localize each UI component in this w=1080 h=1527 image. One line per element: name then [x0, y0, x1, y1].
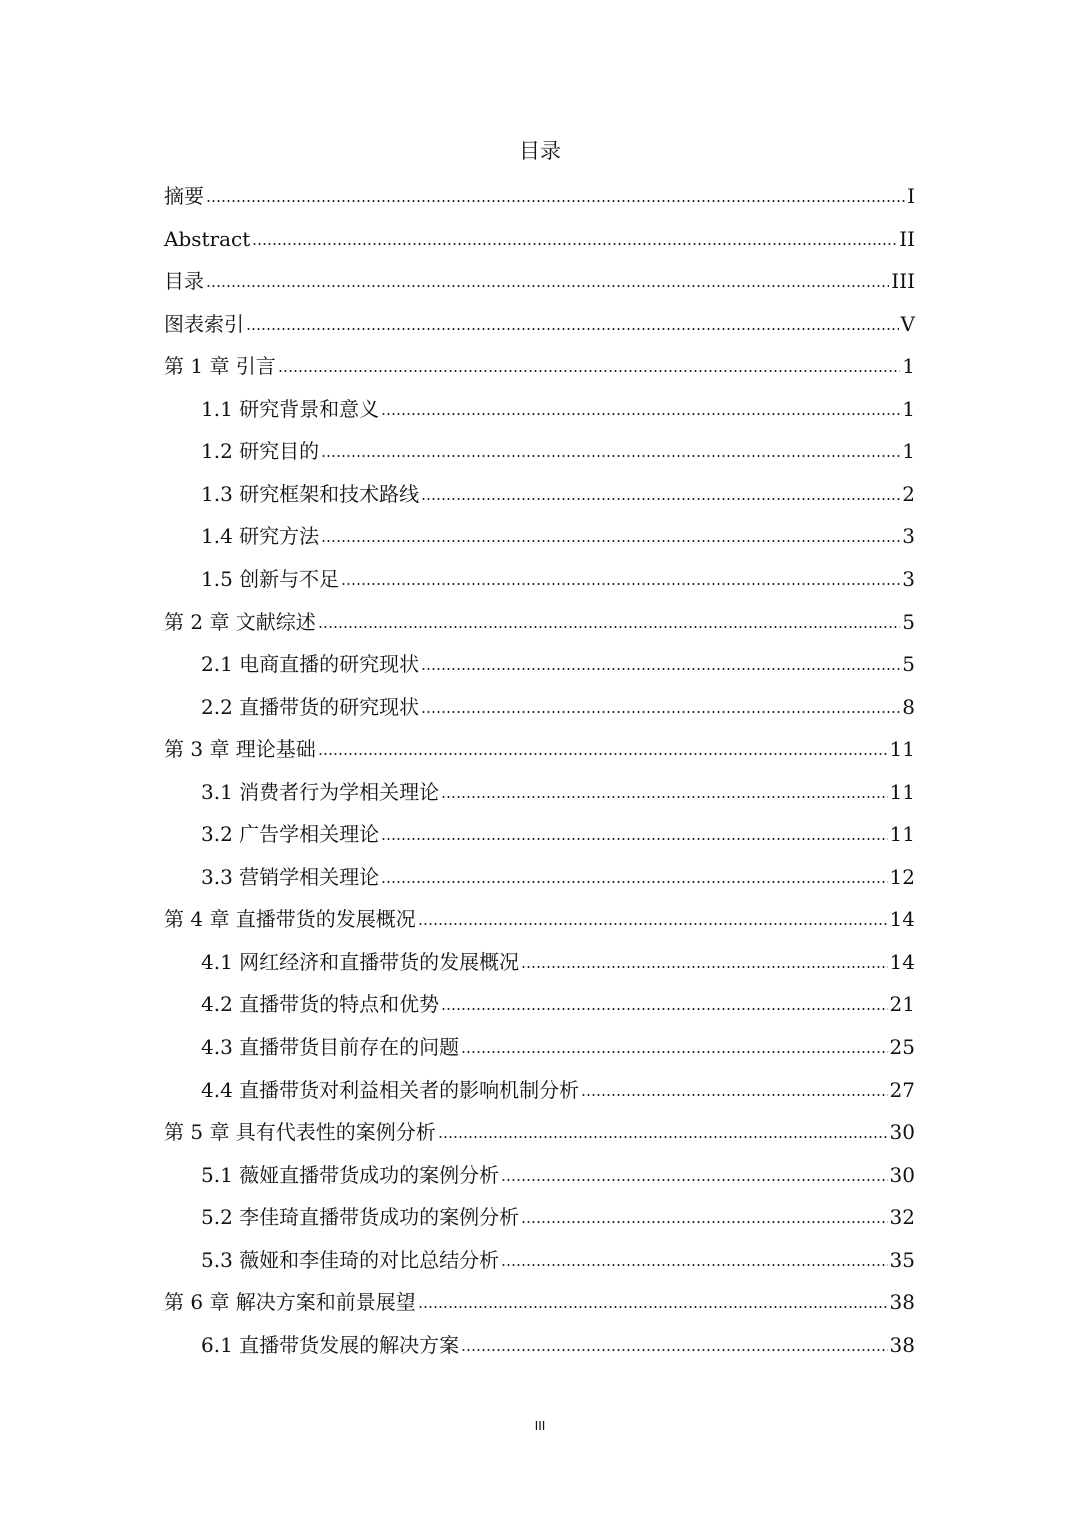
toc-entry[interactable] — [164, 602, 915, 636]
toc-entry-label: 4.4 直播带货对利益相关者的影响机制分析 — [201, 1078, 580, 1102]
toc-entry[interactable] — [164, 729, 915, 763]
dot-leader — [246, 328, 899, 330]
dot-leader — [441, 796, 887, 798]
toc-entry-label: Abstract — [164, 227, 251, 251]
toc-entry-page: 38 — [889, 1333, 915, 1357]
toc-entry-page: V — [900, 312, 915, 336]
toc-entry-label: 3.1 消费者行为学相关理论 — [201, 780, 440, 804]
toc-entry[interactable] — [201, 559, 915, 593]
dot-leader — [381, 838, 887, 840]
toc-entry-page: 25 — [889, 1035, 915, 1059]
dot-leader — [418, 923, 888, 925]
toc-entry-page: 12 — [889, 865, 915, 889]
dot-leader — [438, 1136, 888, 1138]
toc-entry-label: 2.1 电商直播的研究现状 — [201, 652, 420, 676]
toc-entry[interactable] — [201, 1197, 915, 1231]
toc-entry-label: 1.3 研究框架和技术路线 — [201, 482, 420, 506]
toc-heading: 目录 — [519, 139, 561, 163]
dot-leader — [421, 711, 900, 713]
toc-entry-label: 摘要 — [164, 184, 204, 208]
toc-entry[interactable] — [201, 984, 915, 1018]
toc-entry[interactable] — [201, 389, 915, 423]
toc-entry-label: 第 6 章 解决方案和前景展望 — [164, 1290, 416, 1314]
toc-entry[interactable] — [201, 857, 915, 891]
toc-entry[interactable] — [201, 516, 915, 550]
dot-leader — [461, 1051, 887, 1053]
dot-leader — [501, 1179, 887, 1181]
toc-entry[interactable] — [164, 899, 915, 933]
toc-entry[interactable] — [201, 1070, 915, 1104]
toc-entry-label: 2.2 直播带货的研究现状 — [201, 695, 420, 719]
toc-entry-label: 1.2 研究目的 — [201, 439, 320, 463]
dot-leader — [318, 626, 900, 628]
toc-entry-label: 第 1 章 引言 — [164, 354, 276, 378]
toc-entry[interactable] — [201, 814, 915, 848]
dot-leader — [381, 413, 900, 415]
toc-entry[interactable] — [164, 219, 915, 253]
dot-leader — [278, 370, 900, 372]
toc-entry-label: 第 4 章 直播带货的发展概况 — [164, 907, 416, 931]
toc-entry-page: 11 — [889, 822, 915, 846]
toc-entry[interactable] — [201, 942, 915, 976]
toc-entry[interactable] — [201, 1027, 915, 1061]
dot-leader — [318, 753, 888, 755]
toc-entry-page: 14 — [889, 950, 915, 974]
dot-leader — [418, 1306, 888, 1308]
dot-leader — [581, 1094, 887, 1096]
toc-entry-page: 30 — [889, 1163, 915, 1187]
toc-entry-label: 第 2 章 文献综述 — [164, 610, 316, 634]
toc-entry[interactable] — [201, 1155, 915, 1189]
toc-entry-page: 8 — [902, 695, 915, 719]
toc-entry-page: 11 — [889, 737, 915, 761]
toc-entry-label: 4.2 直播带货的特点和优势 — [201, 992, 440, 1016]
toc-entry[interactable] — [201, 431, 915, 465]
toc-entry[interactable] — [201, 687, 915, 721]
dot-leader — [321, 455, 900, 457]
toc-entry-label: 4.1 网红经济和直播带货的发展概况 — [201, 950, 520, 974]
toc-entry-label: 第 3 章 理论基础 — [164, 737, 316, 761]
toc-entry-page: 21 — [889, 992, 915, 1016]
dot-leader — [441, 1008, 887, 1010]
toc-entry[interactable] — [201, 644, 915, 678]
dot-leader — [381, 881, 887, 883]
toc-entry[interactable] — [201, 1240, 915, 1274]
toc-entry-label: 5.3 薇娅和李佳琦的对比总结分析 — [201, 1248, 500, 1272]
dot-leader — [252, 243, 897, 245]
toc-entry-page: I — [907, 184, 915, 208]
dot-leader — [421, 668, 900, 670]
toc-entry[interactable] — [164, 176, 915, 210]
toc-entry-page: 5 — [902, 652, 915, 676]
dot-leader — [206, 285, 889, 287]
dot-leader — [521, 966, 887, 968]
toc-entry-label: 1.5 创新与不足 — [201, 567, 340, 591]
toc-entry-label: 目录 — [164, 269, 204, 293]
toc-entry[interactable] — [164, 261, 915, 295]
toc-entry-page: 27 — [889, 1078, 915, 1102]
toc-entry-label: 5.2 李佳琦直播带货成功的案例分析 — [201, 1205, 520, 1229]
toc-entry[interactable] — [164, 304, 915, 338]
toc-entry-page: 1 — [902, 354, 915, 378]
toc-entry-label: 1.1 研究背景和意义 — [201, 397, 380, 421]
toc-entry-page: 14 — [889, 907, 915, 931]
dot-leader — [421, 498, 900, 500]
toc-entry-page: 30 — [889, 1120, 915, 1144]
dot-leader — [461, 1349, 887, 1351]
toc-entry-label: 第 5 章 具有代表性的案例分析 — [164, 1120, 436, 1144]
dot-leader — [341, 583, 900, 585]
toc-entry-label: 图表索引 — [164, 312, 244, 336]
toc-entry-label: 5.1 薇娅直播带货成功的案例分析 — [201, 1163, 500, 1187]
toc-entry-label: 6.1 直播带货发展的解决方案 — [201, 1333, 460, 1357]
page-number: III — [534, 1418, 546, 1433]
toc-entry-page: 3 — [902, 567, 915, 591]
toc-entry-page: II — [899, 227, 915, 251]
toc-entry-label: 4.3 直播带货目前存在的问题 — [201, 1035, 460, 1059]
toc-entry-label: 3.3 营销学相关理论 — [201, 865, 380, 889]
toc-entry-page: 1 — [902, 439, 915, 463]
toc-entry-page: III — [891, 269, 915, 293]
toc-entry-label: 3.2 广告学相关理论 — [201, 822, 380, 846]
toc-entry[interactable] — [164, 1282, 915, 1316]
dot-leader — [206, 200, 905, 202]
toc-entry-label: 1.4 研究方法 — [201, 524, 320, 548]
toc-entry-page: 38 — [889, 1290, 915, 1314]
dot-leader — [501, 1264, 887, 1266]
toc-entry[interactable] — [201, 1325, 915, 1359]
toc-entry[interactable] — [164, 346, 915, 380]
dot-leader — [521, 1221, 887, 1223]
toc-entry[interactable] — [201, 474, 915, 508]
toc-entry-page: 32 — [889, 1205, 915, 1229]
toc-entry-page: 3 — [902, 524, 915, 548]
toc-entry-page: 5 — [902, 610, 915, 634]
toc-entry-page: 35 — [889, 1248, 915, 1272]
toc-entry[interactable] — [164, 1112, 915, 1146]
toc-entry-page: 2 — [902, 482, 915, 506]
toc-entry[interactable] — [201, 772, 915, 806]
dot-leader — [321, 540, 900, 542]
toc-entry-page: 1 — [902, 397, 915, 421]
toc-entry-page: 11 — [889, 780, 915, 804]
